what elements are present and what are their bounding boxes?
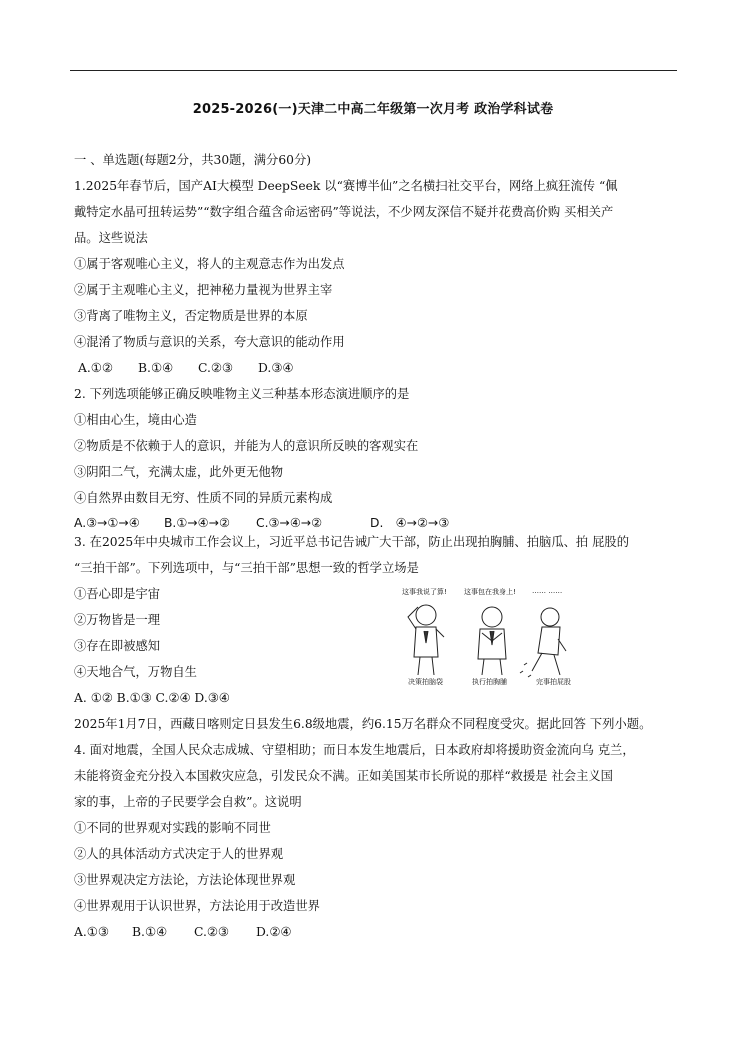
q1-choice-a: A.①② <box>78 361 113 375</box>
context-passage: 2025年1月7日，西藏日喀则定日县发生6.8级地震，约6.15万名群众不同程度受灾。据此回答 下列小题。 <box>74 717 652 731</box>
q2-choice-a: A.③→①→④ <box>74 516 140 530</box>
q1-option-2: ②属于主观唯心主义，把神秘力量视为世界主宰 <box>74 283 333 297</box>
q3-choices: A. ①② B.①③ C.②④ D.③④ <box>74 691 230 705</box>
q1-stem-line2: 戴特定水晶可扭转运势”“数字组合蕴含命运密码”等说法，不少网友深信不疑并花费高价购 买相关产 <box>74 205 614 219</box>
q2-option-2: ②物质是不依赖于人的意识，并能为人的意识所反映的客观实在 <box>74 439 419 453</box>
q3-option-2: ②万物皆是一理 <box>74 613 161 627</box>
speech-bubble-3: …… …… <box>532 587 563 595</box>
q4-stem-line2: 未能将资金充分投入本国救灾应急，引发民众不满。正如美国某市长所说的那样“救援是 社会主义国 <box>74 769 613 783</box>
q3-stem-line1: 3. 在2025年中央城市工作会议上，习近平总书记告诫广大干部，防止出现拍胸脯、拍脑瓜、拍 屁股的 <box>74 535 630 549</box>
page-title: 2025-2026(一)天津二中高二年级第一次月考 政治学科试卷 <box>192 102 554 117</box>
q2-choice-d: D. ④→②→③ <box>370 516 450 530</box>
speech-bubble-1: 这事我说了算! <box>402 588 447 596</box>
q2-choices <box>74 515 449 531</box>
speech-bubble-2: 这事包在我身上! <box>464 588 516 596</box>
q2-option-3: ③阴阳二气，充满太虚，此外更无他物 <box>74 465 284 479</box>
q1-choice-c: C.②③ <box>198 361 233 375</box>
figure-behind-pat <box>520 608 566 677</box>
q1-choices <box>78 360 293 376</box>
q1-stem-line1: 1.2025年春节后，国产AI大模型 DeepSeek 以“赛博半仙”之名横扫社交平台，网络上疯狂流传 “佩 <box>74 179 618 193</box>
figure-head-pat <box>408 605 444 675</box>
section-heading: 一 、单选题(每题2分，共30题，满分60分) <box>74 153 312 167</box>
q3-option-1: ①吾心即是宇宙 <box>74 587 161 601</box>
three-pat-cadres-cartoon <box>400 585 590 689</box>
q1-option-3: ③背离了唯物主义，否定物质是世界的本原 <box>74 309 308 323</box>
q1-stem-line3: 品。这些说法 <box>74 231 148 245</box>
q3-option-4: ④天地合气，万物自生 <box>74 665 197 679</box>
q4-stem-line1: 4. 面对地震，全国人民众志成城、守望相助；而日本发生地震后，日本政府却将援助资金流向乌 克兰， <box>74 743 635 757</box>
q4-option-3: ③世界观决定方法论，方法论体现世界观 <box>74 873 296 887</box>
q2-choice-c: C.③→④→② <box>256 516 323 530</box>
q2-stem: 2. 下列选项能够正确反映唯物主义三种基本形态演进顺序的是 <box>74 387 410 401</box>
q1-choice-b: B.①④ <box>138 361 173 375</box>
cartoon-figures <box>400 595 590 685</box>
q4-choice-b: B.①④ <box>132 925 167 939</box>
q2-choice-b: B.①→④→② <box>164 516 231 530</box>
q1-option-1: ①属于客观唯心主义，将人的主观意志作为出发点 <box>74 257 345 271</box>
q4-choices <box>74 924 291 940</box>
q4-option-1: ①不同的世界观对实践的影响不同世 <box>74 821 271 835</box>
q3-option-3: ③存在即被感知 <box>74 639 161 653</box>
figure-chest-pat <box>478 607 506 675</box>
q4-choice-c: C.②③ <box>194 925 229 939</box>
q4-option-2: ②人的具体活动方式决定于人的世界观 <box>74 847 284 861</box>
header-rule <box>70 70 677 71</box>
caption-2: 执行拍胸脯 <box>472 678 507 686</box>
q3-stem-line2: “三拍干部”。下列选项中，与“三拍干部”思想一致的哲学立场是 <box>74 561 419 575</box>
q2-option-1: ①相由心生，境由心造 <box>74 413 197 427</box>
q1-option-4: ④混淆了物质与意识的关系，夸大意识的能动作用 <box>74 335 345 349</box>
q4-choice-a: A.①③ <box>74 925 109 939</box>
q4-choice-d: D.②④ <box>256 925 292 939</box>
q4-option-4: ④世界观用于认识世界，方法论用于改造世界 <box>74 899 320 913</box>
q2-option-4: ④自然界由数目无穷、性质不同的异质元素构成 <box>74 491 333 505</box>
caption-1: 决策拍脑袋 <box>408 678 443 686</box>
q1-choice-d: D.③④ <box>258 361 294 375</box>
caption-3: 完事拍屁股 <box>536 678 571 686</box>
q4-stem-line3: 家的事，上帝的子民要学会自救”。这说明 <box>74 795 302 809</box>
